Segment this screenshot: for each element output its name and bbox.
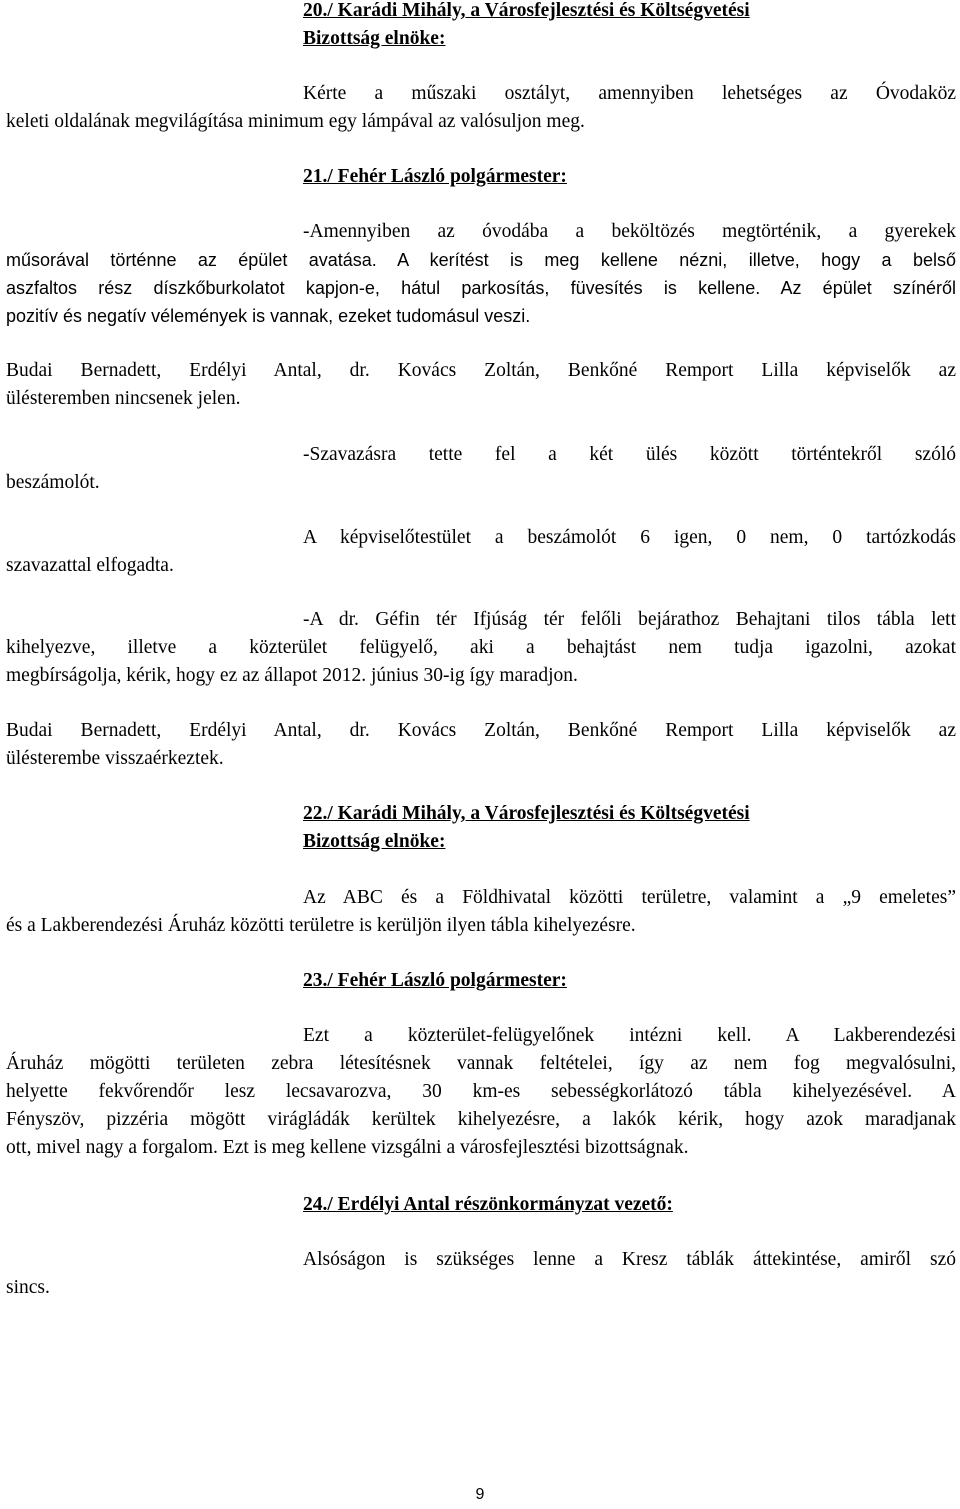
vote-result: A képviselőtestület a beszámolót 6 igen, 0 nem, 0 tartózkodás	[303, 527, 956, 548]
absence-note: Budai Bernadett, Erdélyi Antal, dr. Kovács Zoltán, Benkőné Remport Lilla képviselők az	[6, 360, 956, 381]
item-23-text: Ezt a közterület-felügyelőnek intézni kell. A Lakberendezési	[303, 1025, 956, 1046]
item-22-heading-cont: Bizottság elnöke:	[303, 831, 446, 852]
item-21-text: aszfaltos rész díszkőburkolatot kapjon-e, hátul parkosítás, füvesítés is kellene. Az épület színéről	[6, 278, 956, 298]
item-21-text-2: -A dr. Géfin tér Ifjúság tér felőli bejárathoz Behajtani tilos tábla lett	[303, 609, 956, 630]
vote-proposal: -Szavazásra tette fel a két ülés között történtekről szóló	[303, 444, 956, 465]
return-note: ülésterembe visszaérkeztek.	[6, 748, 224, 769]
item-23-text: Áruház mögötti területen zebra létesítésnek vannak feltételei, így az nem fog megvalósulni,	[6, 1053, 956, 1074]
item-20-text: Kérte a műszaki osztályt, amennyiben lehetséges az Óvodaköz	[303, 83, 956, 104]
item-22-text: és a Lakberendezési Áruház közötti területre is kerüljön ilyen tábla kihelyezésre.	[6, 915, 636, 936]
item-23-heading: 23./ Fehér László polgármester:	[303, 970, 567, 991]
absence-note: ülésteremben nincsenek jelen.	[6, 388, 241, 409]
item-20-text: keleti oldalának megvilágítása minimum egy lámpával az valósuljon meg.	[6, 111, 585, 132]
item-22-heading: 22./ Karádi Mihály, a Városfejlesztési és Költségvetési	[303, 803, 750, 824]
item-23-text: Fényszöv, pizzéria mögött virágládák kerültek kihelyezésre, a lakók kérik, hogy azok maradjanak	[6, 1109, 956, 1130]
item-20-heading-cont: Bizottság elnöke:	[303, 28, 446, 49]
item-21-text: -Amennyiben az óvodába a beköltözés megtörténik, a gyerekek	[303, 221, 956, 242]
item-20-heading: 20./ Karádi Mihály, a Városfejlesztési és Költségvetési	[303, 0, 750, 21]
page-number: 9	[475, 1486, 485, 1503]
return-note: Budai Bernadett, Erdélyi Antal, dr. Kovács Zoltán, Benkőné Remport Lilla képviselők az	[6, 720, 956, 741]
item-22-text: Az ABC és a Földhivatal közötti területre, valamint a „9 emeletes”	[303, 887, 956, 908]
item-21-text-2: megbírságolja, kérik, hogy ez az állapot 2012. június 30-ig így maradjon.	[6, 665, 578, 686]
item-21-text: pozitív és negatív vélemények is vannak, ezeket tudomásul veszi.	[6, 306, 531, 326]
item-24-text: sincs.	[6, 1277, 50, 1298]
item-21-text: műsorával történne az épület avatása. A kerítést is meg kellene nézni, illetve, hogy a belső	[6, 250, 956, 270]
item-24-text: Alsóságon is szükséges lenne a Kresz táblák áttekintése, amiről szó	[303, 1249, 956, 1270]
item-21-text-2: kihelyezve, illetve a közterület felügyelő, aki a behajtást nem tudja igazolni, azokat	[6, 637, 956, 658]
item-23-text: ott, mivel nagy a forgalom. Ezt is meg kellene vizsgálni a városfejlesztési bizottságnak.	[6, 1137, 689, 1158]
vote-result-cont: szavazattal elfogadta.	[6, 555, 174, 576]
item-24-heading: 24./ Erdélyi Antal részönkormányzat vezető:	[303, 1194, 673, 1215]
vote-proposal-cont: beszámolót.	[6, 472, 100, 493]
item-21-heading: 21./ Fehér László polgármester:	[303, 166, 567, 187]
item-23-text: helyette fekvőrendőr lesz lecsavarozva, 30 km-es sebességkorlátozó tábla kihelyezésével. A	[6, 1081, 956, 1102]
